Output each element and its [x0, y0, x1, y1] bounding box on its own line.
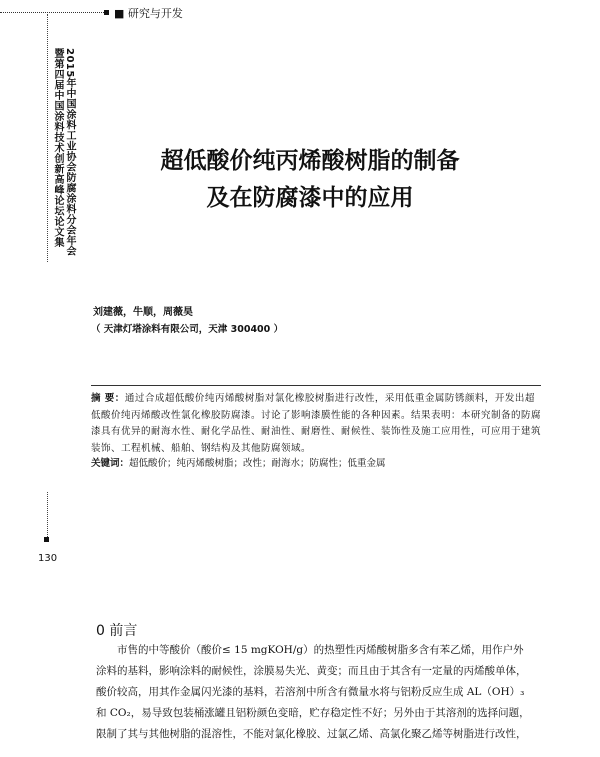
abstract-rule — [91, 385, 541, 386]
left-margin-dotted-line-lower — [47, 492, 48, 537]
abstract-text: 通过合成超低酸价纯丙烯酸树脂对氯化橡胶树脂进行改性，采用低重金属防锈颜料，开发出超低酸价纯丙烯酸改性氯化橡胶防腐漆。讨论了影响漆膜性能的各种因素。结果表明：本研究制备的防腐漆具有优异的耐海水性、耐化学品性、耐油性、耐磨性、耐候性、装饰性及施工应用性，可应用于建筑装饰、工程机械、船舶、钢结构及其他防腐领域。 — [91, 393, 542, 454]
title-line-2: 及在防腐漆中的应用 — [206, 184, 414, 211]
page-number: 130 — [38, 553, 58, 564]
left-margin-dotted-line — [47, 14, 48, 262]
left-margin-square-marker — [44, 537, 49, 542]
body-line: 涂料的基料，影响涂料的耐候性，涂膜易失光、黄变；而且由于其含有一定量的丙烯酸单体， — [96, 665, 527, 677]
abstract — [91, 391, 541, 457]
sidebar-proceedings-title: 暨第四届中国涂料技术创新高峰论坛论文集 — [52, 48, 63, 248]
authors: 刘建薇，牛顺，周薇昊 — [93, 307, 193, 318]
header-square-marker — [104, 10, 109, 15]
title-line-1: 超低酸价纯丙烯酸树脂的制备 — [160, 147, 460, 174]
body-text — [96, 640, 544, 745]
sidebar-conference-title: 2015年中国涂料工业协会防腐涂料分会年会 — [64, 48, 75, 257]
abstract-label: 摘 要： — [91, 393, 125, 404]
running-head: ■ 研究与开发 — [114, 7, 183, 20]
keywords-label: 关键词： — [91, 458, 130, 469]
section-heading: 0 前言 — [96, 623, 138, 639]
body-line: 和 CO₂，易导致包装桶涨罐且铝粉颜色变暗，贮存稳定性不好；另外由于其溶剂的选择问题， — [96, 707, 530, 719]
keywords-text: 超低酸价；纯丙烯酸树脂；改性；耐海水；防腐性；低重金属 — [129, 458, 386, 469]
body-line: 市售的中等酸价（酸价≤ 15 mgKOH/g）的热塑性丙烯酸树脂多含有苯乙烯，用作户外 — [117, 644, 524, 656]
header-rule — [0, 12, 104, 13]
affiliation: （ 天津灯塔涂料有限公司，天津 300400 ） — [91, 324, 284, 335]
keywords — [91, 456, 541, 472]
body-line: 限制了其与其他树脂的混溶性，不能对氯化橡胶、过氯乙烯、高氯化聚乙烯等树脂进行改性， — [96, 728, 527, 740]
body-line: 酸价较高，用其作金属闪光漆的基料，若溶剂中所含有微量水将与铝粉反应生成 AL（OH）₃ — [96, 686, 525, 698]
page-title — [60, 142, 560, 216]
